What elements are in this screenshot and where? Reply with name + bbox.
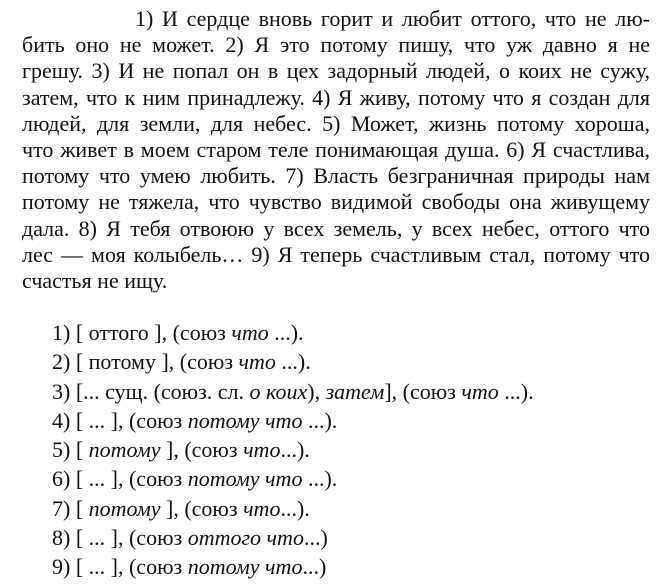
text-line: потому не тяжела, что чувство видимой свободы она живущему	[22, 189, 650, 215]
text-line: бить оно не может. 2) Я это потому пишу, что уж давно я не	[22, 32, 650, 58]
text-line: потому что умею любить. 7) Власть безграничная природы нам	[22, 163, 650, 189]
answer-text-fragment: 7) [	[52, 495, 89, 521]
answer-line	[52, 318, 534, 347]
answer-italic-fragment: потому что	[187, 554, 303, 580]
answer-italic-fragment: что	[231, 320, 269, 345]
answer-text-fragment: ], (союз	[384, 378, 462, 404]
answer-line	[52, 552, 534, 581]
answer-italic-fragment: что	[461, 378, 499, 404]
answer-text-fragment: ...)	[302, 554, 327, 580]
text-line: лес — моя колыбель… 9) Я теперь счастливым стал, потому что	[22, 241, 650, 267]
answer-text-fragment: ...).	[280, 437, 310, 463]
answer-text-fragment: ], (союз	[160, 437, 244, 463]
answer-italic-fragment: потому	[88, 437, 161, 463]
answer-text-fragment: 2) [ потому ], (союз	[52, 349, 239, 375]
answer-italic-fragment: что	[243, 495, 281, 521]
answer-text-fragment: ...).	[302, 407, 338, 433]
text-line: дала. 8) Я тебя отвоюю у всех земель, у всех небес, оттого что	[22, 215, 650, 241]
answer-text-fragment: ...).	[498, 378, 534, 404]
answer-italic-fragment: оттого что	[187, 525, 304, 551]
answer-schemes	[52, 318, 534, 582]
answer-text-fragment: 4) [ ... ], (союз	[52, 407, 188, 433]
text-line: грешу. 3) И не попал он в цех задорный людей, о коих не сужу,	[22, 58, 650, 84]
answer-line	[52, 347, 534, 376]
exercise-paragraph	[22, 6, 650, 294]
answer-italic-fragment: затем	[325, 378, 385, 404]
text-line: что живет в моем старом теле понимающая душа. 6) Я счастлива,	[22, 137, 650, 163]
answer-italic-fragment: потому	[88, 495, 161, 521]
answer-text-fragment: ...)	[303, 525, 328, 551]
answer-line	[52, 406, 534, 435]
answer-line	[52, 523, 534, 552]
text-line: людей, для земли, для небес. 5) Может, жизнь потому хороша,	[22, 110, 650, 136]
answer-italic-fragment: о коих	[249, 378, 308, 404]
answer-italic-fragment: что	[238, 349, 276, 375]
answer-line	[52, 494, 534, 523]
answer-italic-fragment: что	[243, 437, 281, 463]
answer-text-fragment: 1) [ оттого ], (союз	[52, 320, 232, 345]
answer-text-fragment: ...).	[275, 349, 311, 375]
answer-text-fragment: 5) [	[52, 437, 89, 463]
answer-text-fragment: 6) [ ... ], (союз	[52, 466, 188, 492]
answer-line	[52, 464, 534, 493]
answer-line	[52, 377, 534, 406]
answer-text-fragment: ),	[307, 378, 326, 404]
answer-line	[52, 435, 534, 464]
text-line: затем, что к ним принадлежу. 4) Я живу, потому что я создан для	[22, 84, 650, 110]
answer-text-fragment: ...).	[280, 495, 310, 521]
answer-text-fragment: 9) [ ... ], (союз	[52, 554, 188, 580]
answer-text-fragment: ], (союз	[160, 495, 244, 521]
answer-italic-fragment: потому что	[187, 466, 303, 492]
answer-text-fragment: 3) [... сущ. (союз. сл.	[52, 378, 250, 404]
text-line: счастья не ищу.	[22, 268, 168, 294]
answer-text-fragment: 8) [ ... ], (союз	[52, 525, 188, 551]
text-line: 1) И сердце вновь горит и любит оттого, что не лю-	[135, 6, 650, 31]
answer-text-fragment: ...).	[268, 320, 304, 345]
answer-text-fragment: ...).	[302, 466, 338, 492]
answer-italic-fragment: потому что	[187, 407, 303, 433]
